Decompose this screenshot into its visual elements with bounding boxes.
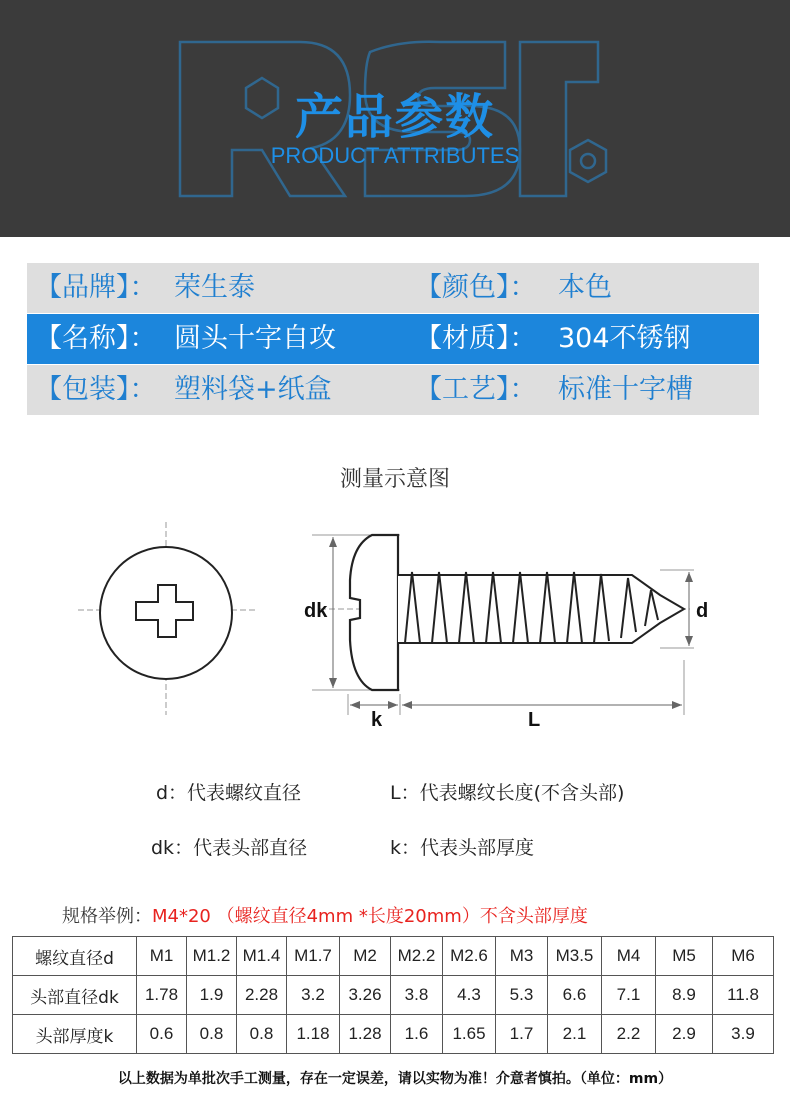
table-cell: 1.28 <box>340 1015 391 1054</box>
attribute-value: 塑料袋+纸盒 <box>174 374 332 405</box>
attribute-row-brand <box>27 263 759 313</box>
k-dimension-label: k <box>371 709 383 731</box>
table-row <box>13 937 774 976</box>
table-row-header: 头部直径dk <box>13 976 137 1015</box>
table-cell: M1.2 <box>187 937 237 976</box>
attribute-row-packaging <box>27 365 759 415</box>
attribute-label: 【颜色】： <box>415 272 537 303</box>
table-cell: 2.28 <box>237 976 287 1015</box>
attribute-label: 【工艺】： <box>415 374 537 405</box>
table-cell: 1.7 <box>496 1015 548 1054</box>
spec-table <box>12 936 774 1054</box>
screw-head-top-view <box>78 522 258 715</box>
table-cell: 1.65 <box>443 1015 496 1054</box>
attribute-value: 标准十字槽 <box>558 374 693 405</box>
table-cell: 0.8 <box>237 1015 287 1054</box>
table-cell: 8.9 <box>656 976 713 1015</box>
header-banner <box>0 0 790 237</box>
table-cell: 2.9 <box>656 1015 713 1054</box>
attribute-label: 【品牌】： <box>35 272 157 303</box>
table-cell: 0.6 <box>137 1015 187 1054</box>
screw-side-view <box>312 535 694 715</box>
banner-title: 产品参数 <box>294 89 495 145</box>
attribute-value: 本色 <box>558 272 612 303</box>
table-cell: M3.5 <box>548 937 602 976</box>
table-cell: 0.8 <box>187 1015 237 1054</box>
table-cell: 3.8 <box>391 976 443 1015</box>
table-cell: 5.3 <box>496 976 548 1015</box>
table-cell: 3.9 <box>713 1015 774 1054</box>
table-cell: M1 <box>137 937 187 976</box>
table-row <box>13 976 774 1015</box>
table-cell: 3.26 <box>340 976 391 1015</box>
table-cell: M2.6 <box>443 937 496 976</box>
table-cell: 2.2 <box>602 1015 656 1054</box>
legend-L: L：代表螺纹长度(不含头部) <box>390 782 625 804</box>
L-dimension-label: L <box>528 709 541 731</box>
banner-subtitle: PRODUCT ATTRIBUTES <box>270 143 520 168</box>
table-cell: 1.6 <box>391 1015 443 1054</box>
table-cell: M5 <box>656 937 713 976</box>
measurement-diagram <box>0 500 790 740</box>
d-dimension-label: d <box>696 600 709 622</box>
attribute-value: 圆头十字自攻 <box>174 323 336 354</box>
table-cell: M2.2 <box>391 937 443 976</box>
diagram-title: 测量示意图 <box>339 467 450 492</box>
table-cell: 7.1 <box>602 976 656 1015</box>
attribute-value: 荣生泰 <box>174 272 255 303</box>
attribute-label: 【包装】： <box>35 374 157 405</box>
table-cell: M1.7 <box>287 937 340 976</box>
table-cell: 3.2 <box>287 976 340 1015</box>
legend-d: d：代表螺纹直径 <box>156 782 302 804</box>
spec-example-label: 规格举例： <box>62 906 152 927</box>
attribute-row-name <box>27 314 759 364</box>
table-cell: M2 <box>340 937 391 976</box>
attribute-value: 304不锈钢 <box>558 323 691 354</box>
legend-dk: dk：代表头部直径 <box>151 837 308 859</box>
table-cell: 6.6 <box>548 976 602 1015</box>
table-cell: M4 <box>602 937 656 976</box>
dk-dimension-label: dk <box>304 600 328 622</box>
spec-example <box>62 902 588 928</box>
table-cell: 11.8 <box>713 976 774 1015</box>
table-cell: 1.18 <box>287 1015 340 1054</box>
table-row <box>13 1015 774 1054</box>
table-cell: M6 <box>713 937 774 976</box>
table-cell: 1.78 <box>137 976 187 1015</box>
table-row-header: 头部厚度k <box>13 1015 137 1054</box>
table-cell: 1.9 <box>187 976 237 1015</box>
table-cell: 2.1 <box>548 1015 602 1054</box>
table-cell: 4.3 <box>443 976 496 1015</box>
legend-k: k：代表头部厚度 <box>390 837 535 859</box>
spec-example-value: M4*20 （螺纹直径4mm *长度20mm）不含头部厚度 <box>152 906 588 927</box>
table-cell: M3 <box>496 937 548 976</box>
attribute-label: 【名称】： <box>35 323 157 354</box>
footnote: 以上数据为单批次手工测量，存在一定误差，请以实物为准！介意者慎拍。（单位：mm） <box>117 1071 673 1087</box>
table-row-header: 螺纹直径d <box>13 937 137 976</box>
attribute-label: 【材质】： <box>415 323 537 354</box>
table-cell: M1.4 <box>237 937 287 976</box>
